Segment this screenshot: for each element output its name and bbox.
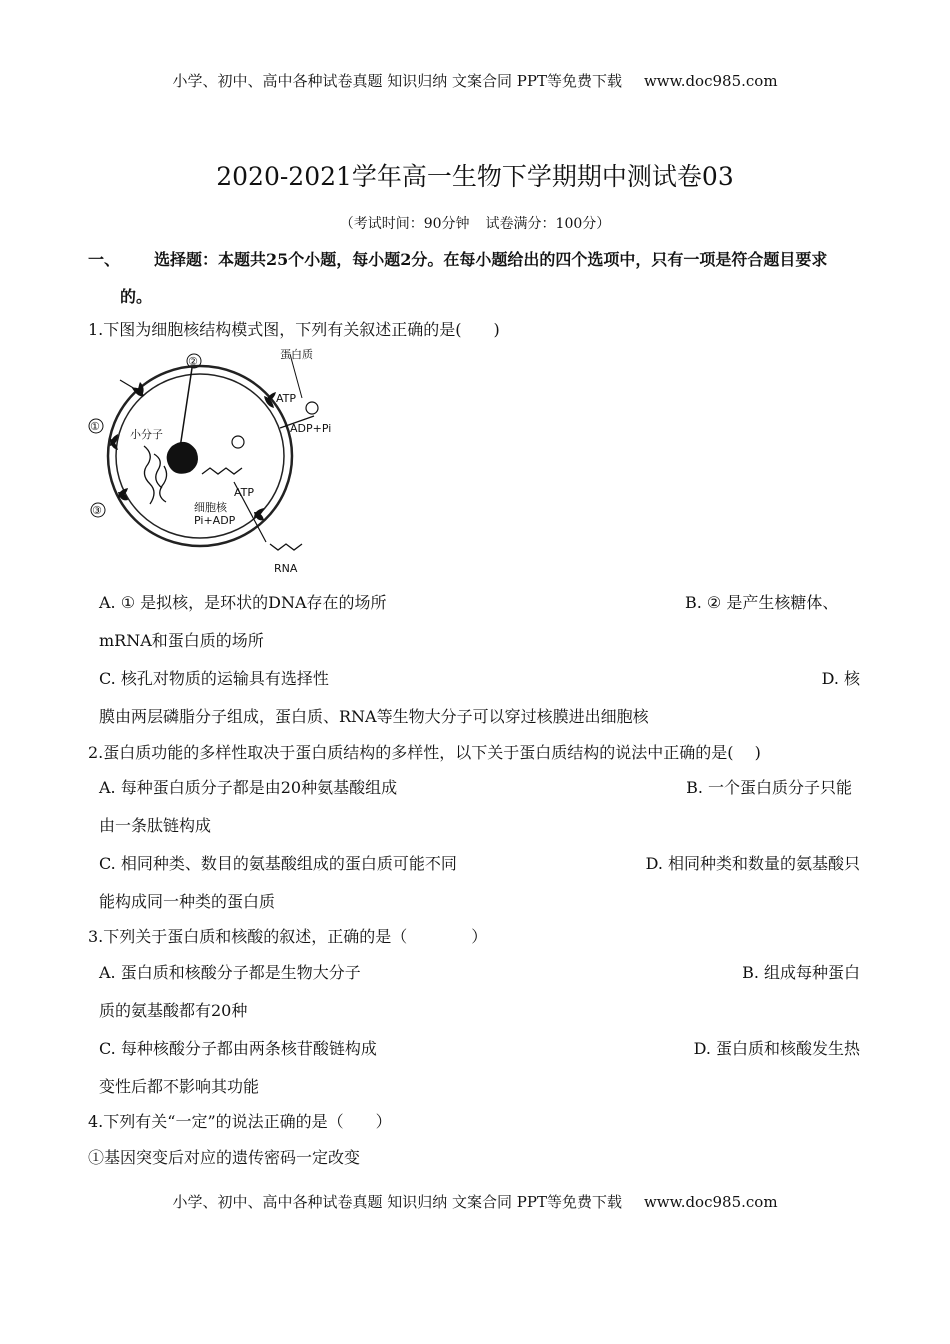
label-circle-2: ② xyxy=(188,355,198,368)
header-url[interactable]: www.doc985.com xyxy=(643,72,778,90)
label-line-2 xyxy=(180,368,192,448)
page-footer xyxy=(0,1191,950,1212)
question-3-stem: 3.下列关于蛋白质和核酸的叙述，正确的是（ ） xyxy=(88,927,488,946)
q3-option-a[interactable]: A. 蛋白质和核酸分子都是生物大分子 xyxy=(99,963,361,982)
q2-option-a[interactable]: A. 每种蛋白质分子都是由20种氨基酸组成 xyxy=(99,778,398,797)
q1-option-d-cont: 膜由两层磷脂分子组成，蛋白质、RNA等生物大分子可以穿过核膜进出细胞核 xyxy=(99,707,649,726)
question-4-stem: 4.下列有关“一定”的说法正确的是（ ） xyxy=(88,1112,392,1131)
chromatin xyxy=(144,446,167,504)
page-header xyxy=(0,70,950,91)
label-circle-3: ③ xyxy=(92,504,102,517)
mrna-inside xyxy=(202,468,242,474)
section-instructions: 选择题：本题共25个小题，每小题2分。在每小题给出的四个选项中，只有一项是符合题目要求 xyxy=(154,250,828,269)
q1-option-b[interactable]: B. ② 是产生核糖体、 xyxy=(685,593,839,612)
section-instructions-cont: 的。 xyxy=(120,287,153,306)
question-2-stem: 2.蛋白质功能的多样性取决于蛋白质结构的多样性，以下关于蛋白质结构的说法中正确的是( ) xyxy=(88,743,761,762)
q3-option-d[interactable]: D. 蛋白质和核酸发生热 xyxy=(693,1039,860,1058)
q2-option-d-cont: 能构成同一种类的蛋白质 xyxy=(99,892,276,911)
q2-option-b-cont: 由一条肽链构成 xyxy=(99,816,212,835)
protein-outside xyxy=(306,402,318,414)
nucleolus xyxy=(167,442,198,474)
label-circle-1: ① xyxy=(90,420,100,433)
q3-option-b[interactable]: B. 组成每种蛋白 xyxy=(742,963,860,982)
q4-item-1: ①基因突变后对应的遗传密码一定改变 xyxy=(88,1148,361,1167)
question-1-stem: 1.下图为细胞核结构模式图，下列有关叙述正确的是( ) xyxy=(88,320,500,339)
q3-option-b-cont: 质的氨基酸都有20种 xyxy=(99,1001,248,1020)
q1-option-d[interactable]: D. 核 xyxy=(821,669,860,688)
header-text: 小学、初中、高中各种试卷真题 知识归纳 文案合同 PPT等免费下载 xyxy=(172,72,622,90)
q2-option-c[interactable]: C. 相同种类、数目的氨基酸组成的蛋白质可能不同 xyxy=(99,854,457,873)
footer-text: 小学、初中、高中各种试卷真题 知识归纳 文案合同 PPT等免费下载 xyxy=(172,1193,622,1211)
label-adp-pi: ADP+Pi xyxy=(290,422,332,435)
q1-option-c[interactable]: C. 核孔对物质的运输具有选择性 xyxy=(99,669,329,688)
section-number: 一、 xyxy=(88,250,121,269)
q3-option-c[interactable]: C. 每种核酸分子都由两条核苷酸链构成 xyxy=(99,1039,377,1058)
label-nucleus: 细胞核 xyxy=(194,501,227,514)
nucleus-structure-diagram xyxy=(84,346,364,578)
q1-option-a[interactable]: A. ① 是拟核，是环状的DNA存在的场所 xyxy=(99,593,387,612)
footer-url[interactable]: www.doc985.com xyxy=(643,1193,778,1211)
rna-outside xyxy=(270,544,302,550)
page-title: 2020-2021学年高一生物下学期期中测试卷03 xyxy=(216,162,734,191)
arrow-small-molecule xyxy=(120,380,140,392)
exam-time: （考试时间：90分钟 xyxy=(339,216,470,232)
label-rna: RNA xyxy=(274,562,298,575)
q2-option-d[interactable]: D. 相同种类和数量的氨基酸只 xyxy=(645,854,860,873)
exam-info xyxy=(0,213,950,233)
label-atp-top: ATP xyxy=(276,392,297,405)
label-pi-adp: Pi+ADP xyxy=(194,514,236,527)
q2-option-b[interactable]: B. 一个蛋白质分子只能 xyxy=(686,778,852,797)
label-atp-bottom: ATP xyxy=(234,486,255,499)
protein-inside xyxy=(232,436,244,448)
label-small-molecule: 小分子 xyxy=(130,428,163,441)
label-protein: 蛋白质 xyxy=(280,348,313,361)
exam-score: 试卷满分：100分） xyxy=(485,216,611,232)
q1-option-b-cont: mRNA和蛋白质的场所 xyxy=(99,631,264,650)
q3-option-d-cont: 变性后都不影响其功能 xyxy=(99,1077,260,1096)
